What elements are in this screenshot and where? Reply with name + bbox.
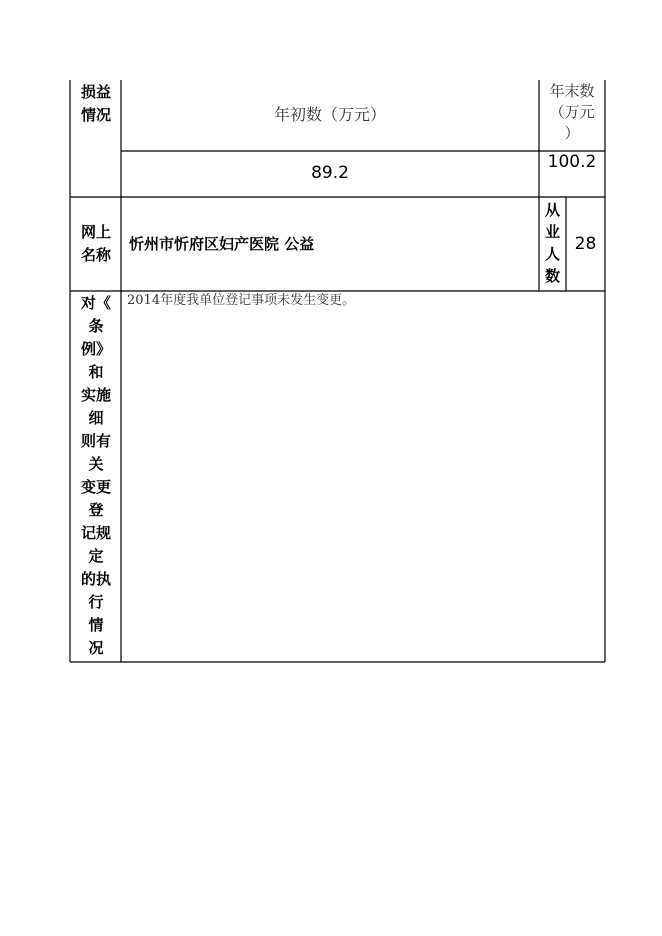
staff-count-label-line: 数 xyxy=(544,267,560,285)
regulation-label-line: 的执 xyxy=(80,570,111,588)
regulation-label-line: 记规 xyxy=(80,524,111,542)
staff-count-label-line: 人 xyxy=(544,245,560,263)
profit-loss-label-line: 情况 xyxy=(80,106,111,124)
staff-count-label xyxy=(539,199,566,287)
regulation-label-line: 登 xyxy=(88,501,104,519)
regulation-label-line: 况 xyxy=(88,639,104,657)
regulation-label-line: 行 xyxy=(88,593,104,611)
profit-loss-label xyxy=(71,81,121,127)
regulation-compliance-text: 2014年度我单位登记事项未发生变更。 xyxy=(127,293,356,308)
profit-loss-label-line: 损益 xyxy=(80,83,111,101)
regulation-label-line: 变更 xyxy=(80,478,111,496)
regulation-label-line: 情 xyxy=(88,616,104,634)
end-of-year-value: 100.2 xyxy=(547,152,597,172)
regulation-label-line: 实施 xyxy=(80,386,111,404)
regulation-label-line: 和 xyxy=(88,363,104,381)
staff-count-label-line: 业 xyxy=(544,223,560,241)
regulation-label-line: 例》 xyxy=(80,340,111,358)
staff-count-label-line: 从 xyxy=(544,201,560,219)
regulation-label-line: 定 xyxy=(88,547,104,565)
end-of-year-header xyxy=(539,81,605,144)
start-of-year-header: 年初数（万元） xyxy=(273,105,386,124)
regulation-compliance-label xyxy=(71,292,121,660)
online-name-label-line: 名称 xyxy=(80,246,111,264)
start-of-year-value: 89.2 xyxy=(311,163,349,183)
regulation-label-line: 关 xyxy=(88,455,104,473)
regulation-label-line: 条 xyxy=(88,317,104,335)
regulation-label-line: 细 xyxy=(88,409,104,427)
staff-count-value: 28 xyxy=(574,234,597,254)
online-name-value: 忻州市忻府区妇产医院 公益 xyxy=(129,235,315,253)
end-of-year-header-line: 年末数 xyxy=(549,82,595,100)
regulation-label-line: 对《 xyxy=(80,294,111,312)
regulation-label-line: 则有 xyxy=(80,432,111,450)
end-of-year-header-line: ） xyxy=(564,124,580,142)
end-of-year-header-line: （万元 xyxy=(549,103,595,121)
online-name-label xyxy=(71,221,121,267)
online-name-label-line: 网上 xyxy=(80,223,111,241)
